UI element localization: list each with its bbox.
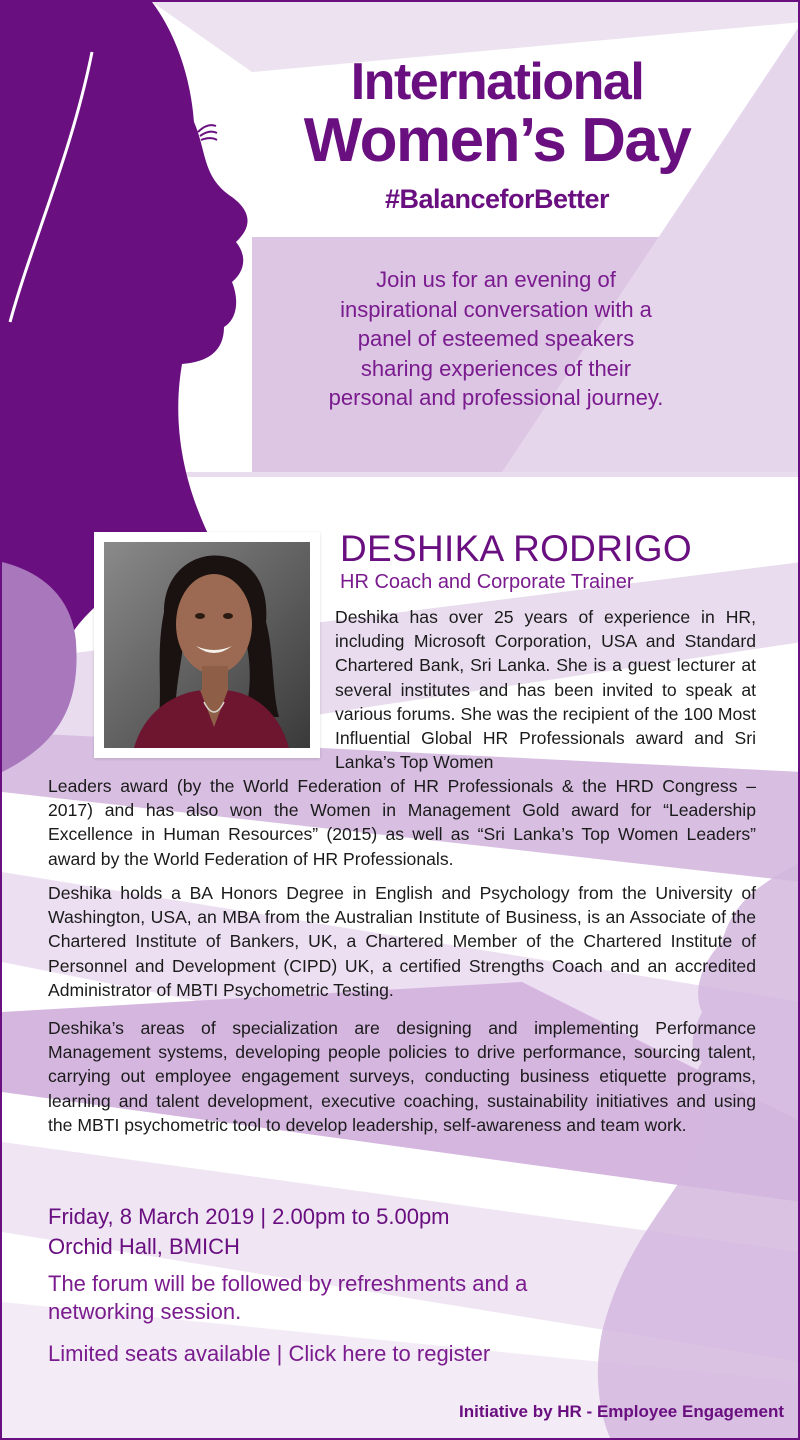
title-line-1: International: [350, 53, 644, 111]
title-line-2: Women’s Day: [303, 106, 691, 175]
speaker-role: HR Coach and Corporate Trainer: [340, 571, 634, 593]
silhouette-eyelash: [198, 125, 217, 140]
bio-paragraph-1-start: Deshika has over 25 years of experience in HR, including Microsoft Corporation, USA and Standard Chartered Bank, Sri Lanka. She is a guest lecturer at several institutes and has been invited to speak at various forums. She was the recipient of the 100 Most Influential Global HR Professionals award and Sri Lanka’s Top Women: [335, 607, 756, 773]
hashtag: #BalanceforBetter: [384, 184, 610, 214]
event-followup-note: The forum will be followed by refreshments and a networking session.: [48, 1271, 528, 1324]
event-venue: Orchid Hall, BMICH: [48, 1234, 240, 1259]
speaker-name: DESHIKA RODRIGO: [340, 528, 692, 569]
intro-text: Join us for an evening of inspirational conversation with a panel of esteemed speakers sharing experiences of their personal and professional journey.: [328, 267, 664, 410]
speaker-photo: [104, 542, 310, 748]
register-link[interactable]: Limited seats available | Click here to register: [48, 1341, 491, 1366]
event-date-time: Friday, 8 March 2019 | 2.00pm to 5.00pm: [48, 1204, 450, 1229]
footer-initiative: Initiative by HR - Employee Engagement: [459, 1402, 784, 1421]
bio-paragraph-1-end: Leaders award (by the World Federation of HR Professionals & the HRD Congress – 2017) and has also won the Women in Management Gold award for “Leadership Excellence in Human Resources” (2015) as well as “Sri Lanka’s Top Women Leaders” award by the World Federation of HR Professionals.: [48, 776, 756, 869]
bio-paragraph-2: Deshika holds a BA Honors Degree in English and Psychology from the University of Washington, USA, an MBA from the Australian Institute of Business, is an Associate of the Chartered Institute of Bankers, UK, a Chartered Member of the Chartered Institute of Personnel and Development (CIPD) UK, a certified Strengths Coach and an accredited Administrator of MBTI Psychometric Testing.: [48, 883, 756, 1000]
speaker-photo-frame: [94, 532, 320, 758]
bio-paragraph-3: Deshika’s areas of specialization are designing and implementing Performance Management systems, developing people policies to drive performance, sourcing talent, carrying out employee engagement surveys, conducting business etiquette programs, learning and talent development, executive coaching, sustainability initiatives and using the MBTI psychometric tool to develop leadership, self-awareness and team work.: [48, 1018, 756, 1135]
